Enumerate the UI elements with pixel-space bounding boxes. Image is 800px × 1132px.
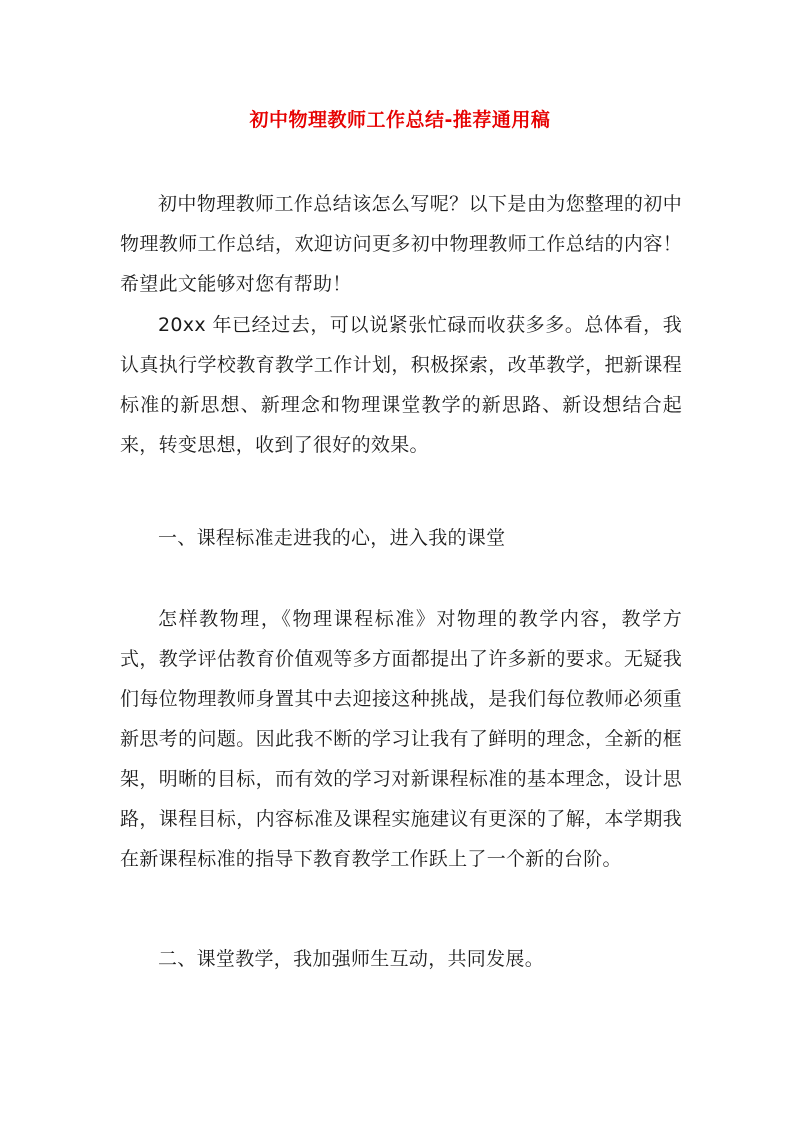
section-heading-1: 一、课程标准走进我的心，进入我的课堂 [158, 527, 506, 549]
summary-paragraph: 20xx 年已经过去，可以说紧张忙碌而收获多多。总体看，我认真执行学校教育教学工作计划，积极探索，改革教学，把新课程标准的新思想、新理念和物理课堂教学的新思路、新设想结合起来，转变思想，收到了很好的效果。 [120, 314, 682, 456]
section-body-1: 怎样教物理，《物理课程标准》对物理的教学内容，教学方式，教学评估教育价值观等多方面都提出了许多新的要求。无疑我们每位物理教师身置其中去迎接这种挑战，是我们每位教师必须重新思考的问题。因此我不断的学习让我有了鲜明的理念，全新的框架，明晰的目标，而有效的学习对新课程标准的基本理念，设计思路，课程目标，内容标准及课程实施建议有更深的了解，本学期我在新课程标准的指导下教育教学工作跃上了一个新的台阶。 [120, 608, 682, 870]
intro-paragraph: 初中物理教师工作总结该怎么写呢？以下是由为您整理的初中物理教师工作总结，欢迎访问更多初中物理教师工作总结的内容！希望此文能够对您有帮助！ [120, 193, 682, 295]
section-heading-2: 二、课堂教学，我加强师生互动，共同发展。 [158, 948, 545, 970]
document-title: 初中物理教师工作总结-推荐通用稿 [249, 109, 551, 131]
